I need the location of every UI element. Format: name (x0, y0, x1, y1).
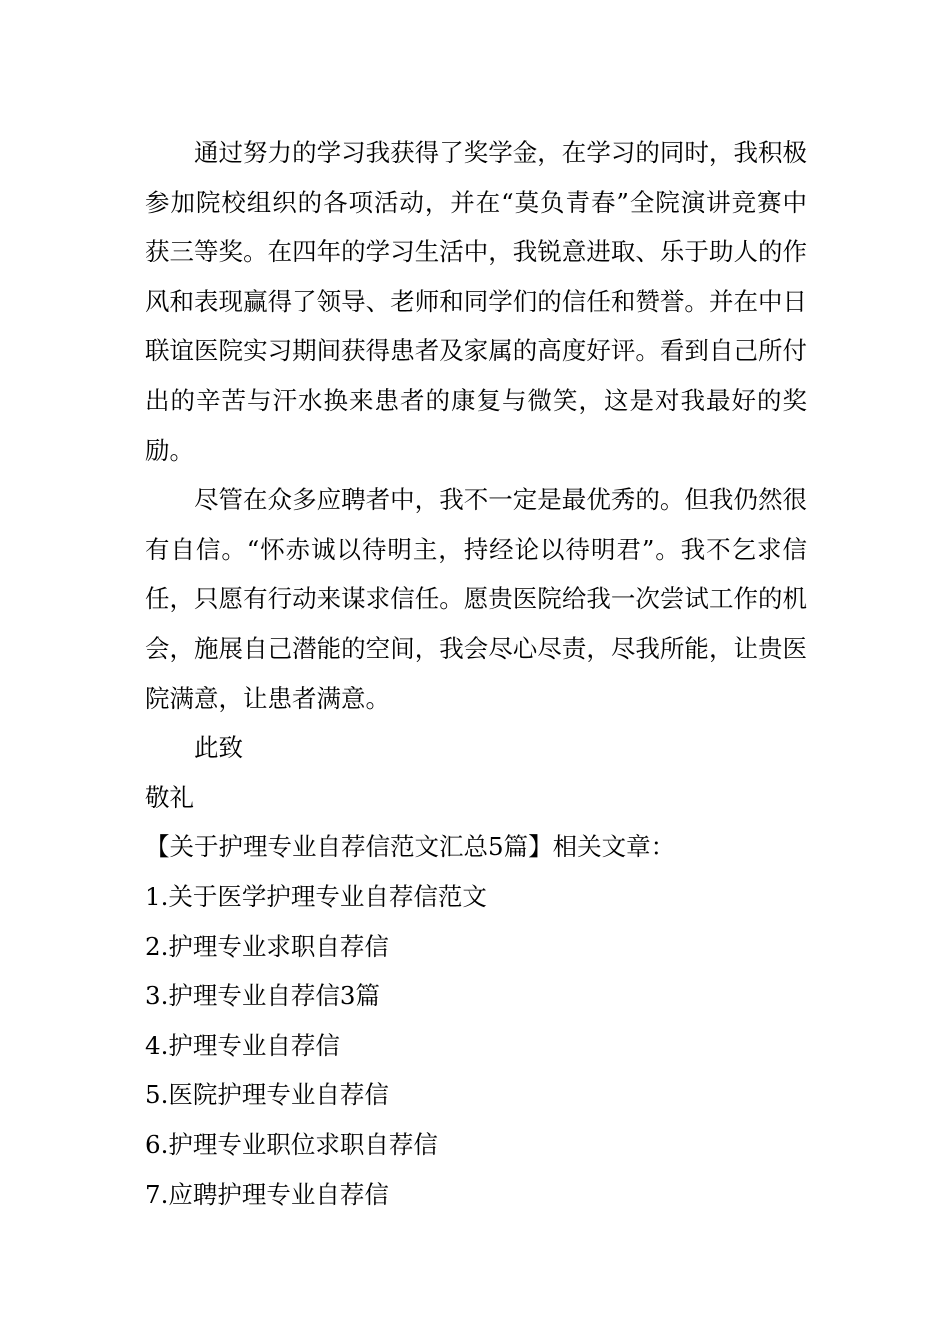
letter-body (145, 128, 807, 723)
related-articles-heading: 【关于护理专业自荐信范文汇总5篇】相关文章： (145, 832, 676, 861)
letter-paragraph-2: 尽管在众多应聘者中，我不一定是最优秀的。但我仍然很有自信。“怀赤诚以待明主，持经论以待明君”。我不乞求信任，只愿有行动来谋求信任。愿贵医院给我一次尝试工作的机会，施展自己潜能的空间，我会尽心尽责，尽我所能，让贵医院满意，让患者满意。 (145, 485, 807, 713)
letter-paragraph-1: 通过努力的学习我获得了奖学金，在学习的同时，我积极参加院校组织的各项活动，并在“莫负青春”全院演讲竞赛中获三等奖。在四年的学习生活中，我锐意进取、乐于助人的作风和表现赢得了领导、老师和同学们的信任和赞誉。并在中日联谊医院实习期间获得患者及家属的高度好评。看到自己所付出的辛苦与汗水换来患者的康复与微笑，这是对我最好的奖励。 (145, 138, 807, 465)
related-article-link[interactable]: 2.护理专业求职自荐信 (145, 931, 389, 961)
closing-regards: 敬礼 (145, 783, 194, 812)
related-article-link[interactable]: 3.护理专业自荐信3篇 (145, 981, 380, 1011)
related-article-link[interactable]: 1.关于医学护理专业自荐信范文 (145, 882, 487, 911)
related-articles-list (145, 872, 487, 1219)
related-article-link[interactable]: 7.应聘护理专业自荐信 (145, 1179, 389, 1209)
related-article-link[interactable]: 6.护理专业职位求职自荐信 (145, 1129, 438, 1159)
related-article-link[interactable]: 4.护理专业自荐信 (145, 1030, 340, 1060)
closing-salutation: 此致 (194, 733, 243, 762)
related-article-link[interactable]: 5.医院护理专业自荐信 (145, 1080, 389, 1110)
